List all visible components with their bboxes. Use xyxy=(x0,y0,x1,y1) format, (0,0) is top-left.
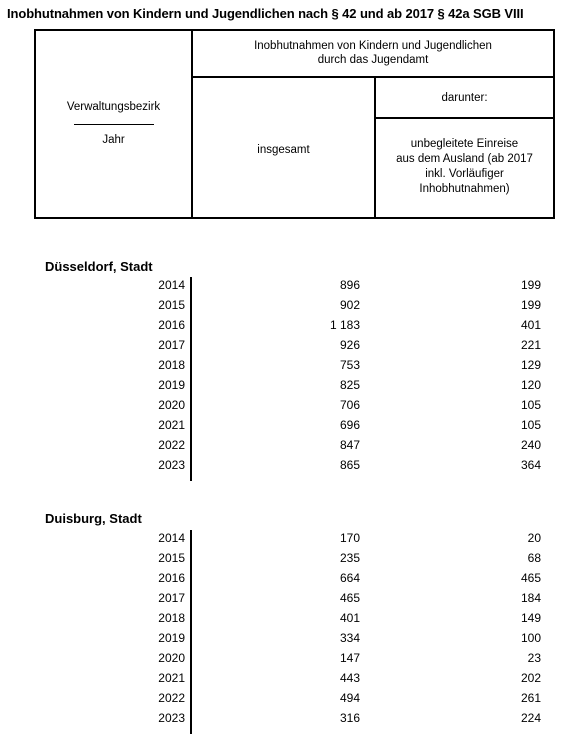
header-group-label-line2: durch das Jugendamt xyxy=(317,54,429,66)
total-cell: 706 xyxy=(339,398,360,412)
table-row xyxy=(0,418,562,438)
table-row xyxy=(0,378,562,398)
header-col-total: insgesamt xyxy=(257,144,310,156)
total-cell: 847 xyxy=(339,438,360,452)
unaccompanied-cell: 401 xyxy=(520,318,541,332)
header-col-darunter: darunter: xyxy=(441,92,488,104)
total-cell: 494 xyxy=(339,691,360,705)
year-cell: 2020 xyxy=(158,398,185,412)
unaccompanied-cell: 23 xyxy=(527,651,541,665)
year-cell: 2019 xyxy=(158,378,185,392)
year-cell: 2021 xyxy=(158,418,185,432)
unaccompanied-cell: 184 xyxy=(520,591,541,605)
header-col-unacc-line1: unbegleitete Einreise xyxy=(410,138,519,150)
unaccompanied-cell: 224 xyxy=(520,711,541,725)
year-cell: 2019 xyxy=(158,631,185,645)
table-row xyxy=(0,611,562,631)
total-cell: 1 183 xyxy=(329,318,360,332)
unaccompanied-cell: 100 xyxy=(520,631,541,645)
year-cell: 2016 xyxy=(158,571,185,585)
header-col-unacc-line2: aus dem Ausland (ab 2017 xyxy=(396,153,533,165)
total-cell: 896 xyxy=(339,278,360,292)
total-cell: 753 xyxy=(339,358,360,372)
unaccompanied-cell: 465 xyxy=(520,571,541,585)
unaccompanied-cell: 105 xyxy=(520,398,541,412)
table-row xyxy=(0,551,562,571)
year-cell: 2023 xyxy=(158,711,185,725)
unaccompanied-cell: 364 xyxy=(520,458,541,472)
table-row xyxy=(0,531,562,551)
total-cell: 443 xyxy=(339,671,360,685)
year-cell: 2015 xyxy=(158,298,185,312)
table-row xyxy=(0,631,562,651)
year-cell: 2022 xyxy=(158,691,185,705)
year-cell: 2014 xyxy=(158,278,185,292)
section-title-duisburg: Duisburg, Stadt xyxy=(45,511,142,526)
total-cell: 334 xyxy=(339,631,360,645)
unaccompanied-cell: 20 xyxy=(527,531,541,545)
total-cell: 235 xyxy=(339,551,360,565)
header-stub-top: Verwaltungsbezirk xyxy=(66,101,161,113)
table-row xyxy=(0,398,562,418)
table-row xyxy=(0,438,562,458)
table-row xyxy=(0,298,562,318)
total-cell: 401 xyxy=(339,611,360,625)
header-col-unacc-line3: inkl. Vorläufiger xyxy=(425,168,504,180)
table-row xyxy=(0,591,562,611)
year-cell: 2017 xyxy=(158,338,185,352)
year-cell: 2016 xyxy=(158,318,185,332)
unaccompanied-cell: 68 xyxy=(527,551,541,565)
table-row xyxy=(0,671,562,691)
header-stub-bottom: Jahr xyxy=(102,134,125,146)
table-row xyxy=(0,338,562,358)
unaccompanied-cell: 202 xyxy=(520,671,541,685)
year-cell: 2018 xyxy=(158,358,185,372)
year-cell: 2014 xyxy=(158,531,185,545)
total-cell: 926 xyxy=(339,338,360,352)
table-row xyxy=(0,571,562,591)
year-cell: 2022 xyxy=(158,438,185,452)
unaccompanied-cell: 261 xyxy=(520,691,541,705)
header-group-label-line1: Inobhutnahmen von Kindern und Jugendlichen xyxy=(254,40,492,52)
unaccompanied-cell: 221 xyxy=(520,338,541,352)
total-cell: 465 xyxy=(339,591,360,605)
total-cell: 902 xyxy=(339,298,360,312)
year-cell: 2018 xyxy=(158,611,185,625)
table-row xyxy=(0,651,562,671)
total-cell: 825 xyxy=(339,378,360,392)
header-stub-rule xyxy=(74,124,154,125)
year-cell: 2021 xyxy=(158,671,185,685)
unaccompanied-cell: 199 xyxy=(520,298,541,312)
table-row xyxy=(0,278,562,298)
table-row xyxy=(0,691,562,711)
table-row xyxy=(0,358,562,378)
header-divider-group xyxy=(193,76,553,78)
table-row xyxy=(0,318,562,338)
header-divider-darunter xyxy=(376,117,553,119)
year-cell: 2023 xyxy=(158,458,185,472)
unaccompanied-cell: 240 xyxy=(520,438,541,452)
unaccompanied-cell: 199 xyxy=(520,278,541,292)
total-cell: 865 xyxy=(339,458,360,472)
header-col-unacc-line4: Inhobhutnahmen) xyxy=(419,183,510,195)
total-cell: 170 xyxy=(339,531,360,545)
total-cell: 696 xyxy=(339,418,360,432)
total-cell: 664 xyxy=(339,571,360,585)
year-cell: 2017 xyxy=(158,591,185,605)
unaccompanied-cell: 120 xyxy=(520,378,541,392)
table-row xyxy=(0,458,562,478)
total-cell: 316 xyxy=(339,711,360,725)
total-cell: 147 xyxy=(339,651,360,665)
year-cell: 2015 xyxy=(158,551,185,565)
unaccompanied-cell: 105 xyxy=(520,418,541,432)
unaccompanied-cell: 149 xyxy=(520,611,541,625)
unaccompanied-cell: 129 xyxy=(520,358,541,372)
table-header xyxy=(34,29,555,219)
page-title: Inobhutnahmen von Kindern und Jugendlichen nach § 42 und ab 2017 § 42a SGB VIII xyxy=(7,6,524,21)
section-title-duesseldorf: Düsseldorf, Stadt xyxy=(45,259,153,274)
table-row xyxy=(0,711,562,731)
year-cell: 2020 xyxy=(158,651,185,665)
